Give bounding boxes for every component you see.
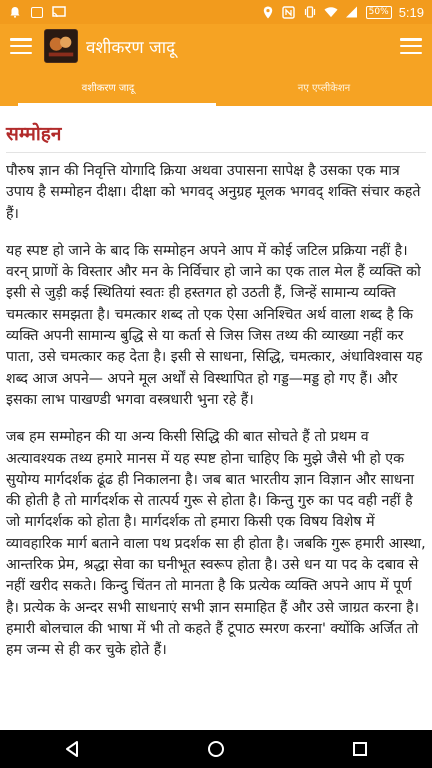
wifi-icon xyxy=(324,5,338,19)
tab-bar xyxy=(0,68,432,106)
recents-button[interactable] xyxy=(340,734,380,764)
back-icon xyxy=(64,740,80,758)
signal-icon xyxy=(345,5,359,19)
status-right-icons xyxy=(261,5,424,20)
home-icon xyxy=(207,740,225,758)
article-paragraph: यह स्पष्ट हो जाने के बाद कि सम्मोहन अपने आप में कोई जटिल प्रक्रिया नहीं है। वरन् प्राणों के विस्तार और मन के निर्विचार हो जाने का एक ताल मेल हैं व्यक्ति को इसी से जुड़ी कई स्थितियां स्वतः ही हस्तगत हो उठती हैं, जिन्हें सामान्य व्यक्ति चमत्कार समझता है। चमत्कार शब्द तो एक ऐसा अनिश्चित अर्थ वाला शब्द है कि व्यक्ति अपनी सामान्य बुद्धि से या कर्ता से जिस जिस तथ्य की व्याख्या नहीं कर पाता, उसे चमत्कार कह देता है। इसी से साधना, सिद्धि, चमत्कार, अंधाविश्वास यह शब्द आज अपने— अपने मूल अर्थों से विस्थापित हो गड्ड—मड्ड हो गए हैं। और इसका लाभ पाखण्डी भगवा वस्त्रधारी भुना रहे हैं। xyxy=(6,242,423,408)
article-content[interactable] xyxy=(0,106,432,730)
article-paragraph: पौरुष ज्ञान की निवृत्ति योगादि क्रिया अथवा उपासना सापेक्ष है उसका एक मात्र उपाय है सम्मोहन दीक्षा। दीक्षा को भगवद् अनुग्रह मूलक भगवद् शक्ति संचार कहते हैं। xyxy=(6,163,421,222)
battery-level: 50% xyxy=(366,6,392,19)
status-left-icons xyxy=(8,5,66,19)
nav-drawer-button[interactable] xyxy=(10,38,32,54)
app-logo xyxy=(44,29,78,63)
home-button[interactable] xyxy=(196,734,236,764)
battery-icon xyxy=(366,5,392,19)
app-bar xyxy=(0,24,432,68)
tab-label: नए एप्लीकेशन xyxy=(297,83,351,94)
menu-icon[interactable] xyxy=(400,38,422,54)
status-bar xyxy=(0,0,432,24)
tab-label: वशीकरण जादू xyxy=(81,83,135,94)
location-icon xyxy=(261,5,275,19)
app-title: वशीकरण जादू xyxy=(86,37,176,58)
article-paragraph: जब हम सम्मोहन की या अन्य किसी सिद्धि की बात सोचते हैं तो प्रथम व अत्यावश्यक तथ्य हमारे मानस में यह स्पष्ट होना चाहिए कि मुझे जैसे भी हो एक सुयोग्य मार्गदर्शक ढूंढ ही निकालना है। जब बात भारतीय ज्ञान विज्ञान और साधना की होती है तो मार्गदर्शक से तात्पर्य गुरू से होता है। किन्तु गुरु का पद वही नहीं है जो मार्गदर्शक को होता है। मार्गदर्शक तो हमारा किसी एक विषय विशेष में व्यावहारिक मार्ग बताने वाला पथ प्रदर्शक सा ही होता है। जबकि गुरू हमारी आस्था, आन्तरिक प्रेम, श्रद्धा सेवा का घनीभूत स्वरूप होता है। उसे धन या पद के दबाव से नहीं खरीद सकते। किन्दु चिंतन तो मानता है कि प्रत्येक व्यक्ति अपने आप में पूर्ण है। प्रत्येक के अन्दर सभी साधनाएं सभी ज्ञान समाहित हैं और उसे जाग्रत करना है। हमारी बोलचाल की भाषा में भी तो कहते हैं टूपाठ स्मरण करना' क्योंकि अर्जित तो हम जन्म से ही कर चुके होते हैं। xyxy=(6,429,426,659)
system-nav-bar xyxy=(0,730,432,768)
image-icon xyxy=(30,5,44,19)
back-button[interactable] xyxy=(52,734,92,764)
vibrate-icon xyxy=(303,5,317,19)
recents-icon xyxy=(352,741,368,757)
nfc-icon xyxy=(282,5,296,19)
tab-new-applications[interactable] xyxy=(216,68,432,106)
notification-icon xyxy=(8,5,22,19)
article-heading: सम्मोहन xyxy=(6,120,426,153)
clock: 5:19 xyxy=(398,4,424,20)
tab-vashikaran-jadu[interactable] xyxy=(0,68,216,106)
cast-icon xyxy=(52,5,66,19)
